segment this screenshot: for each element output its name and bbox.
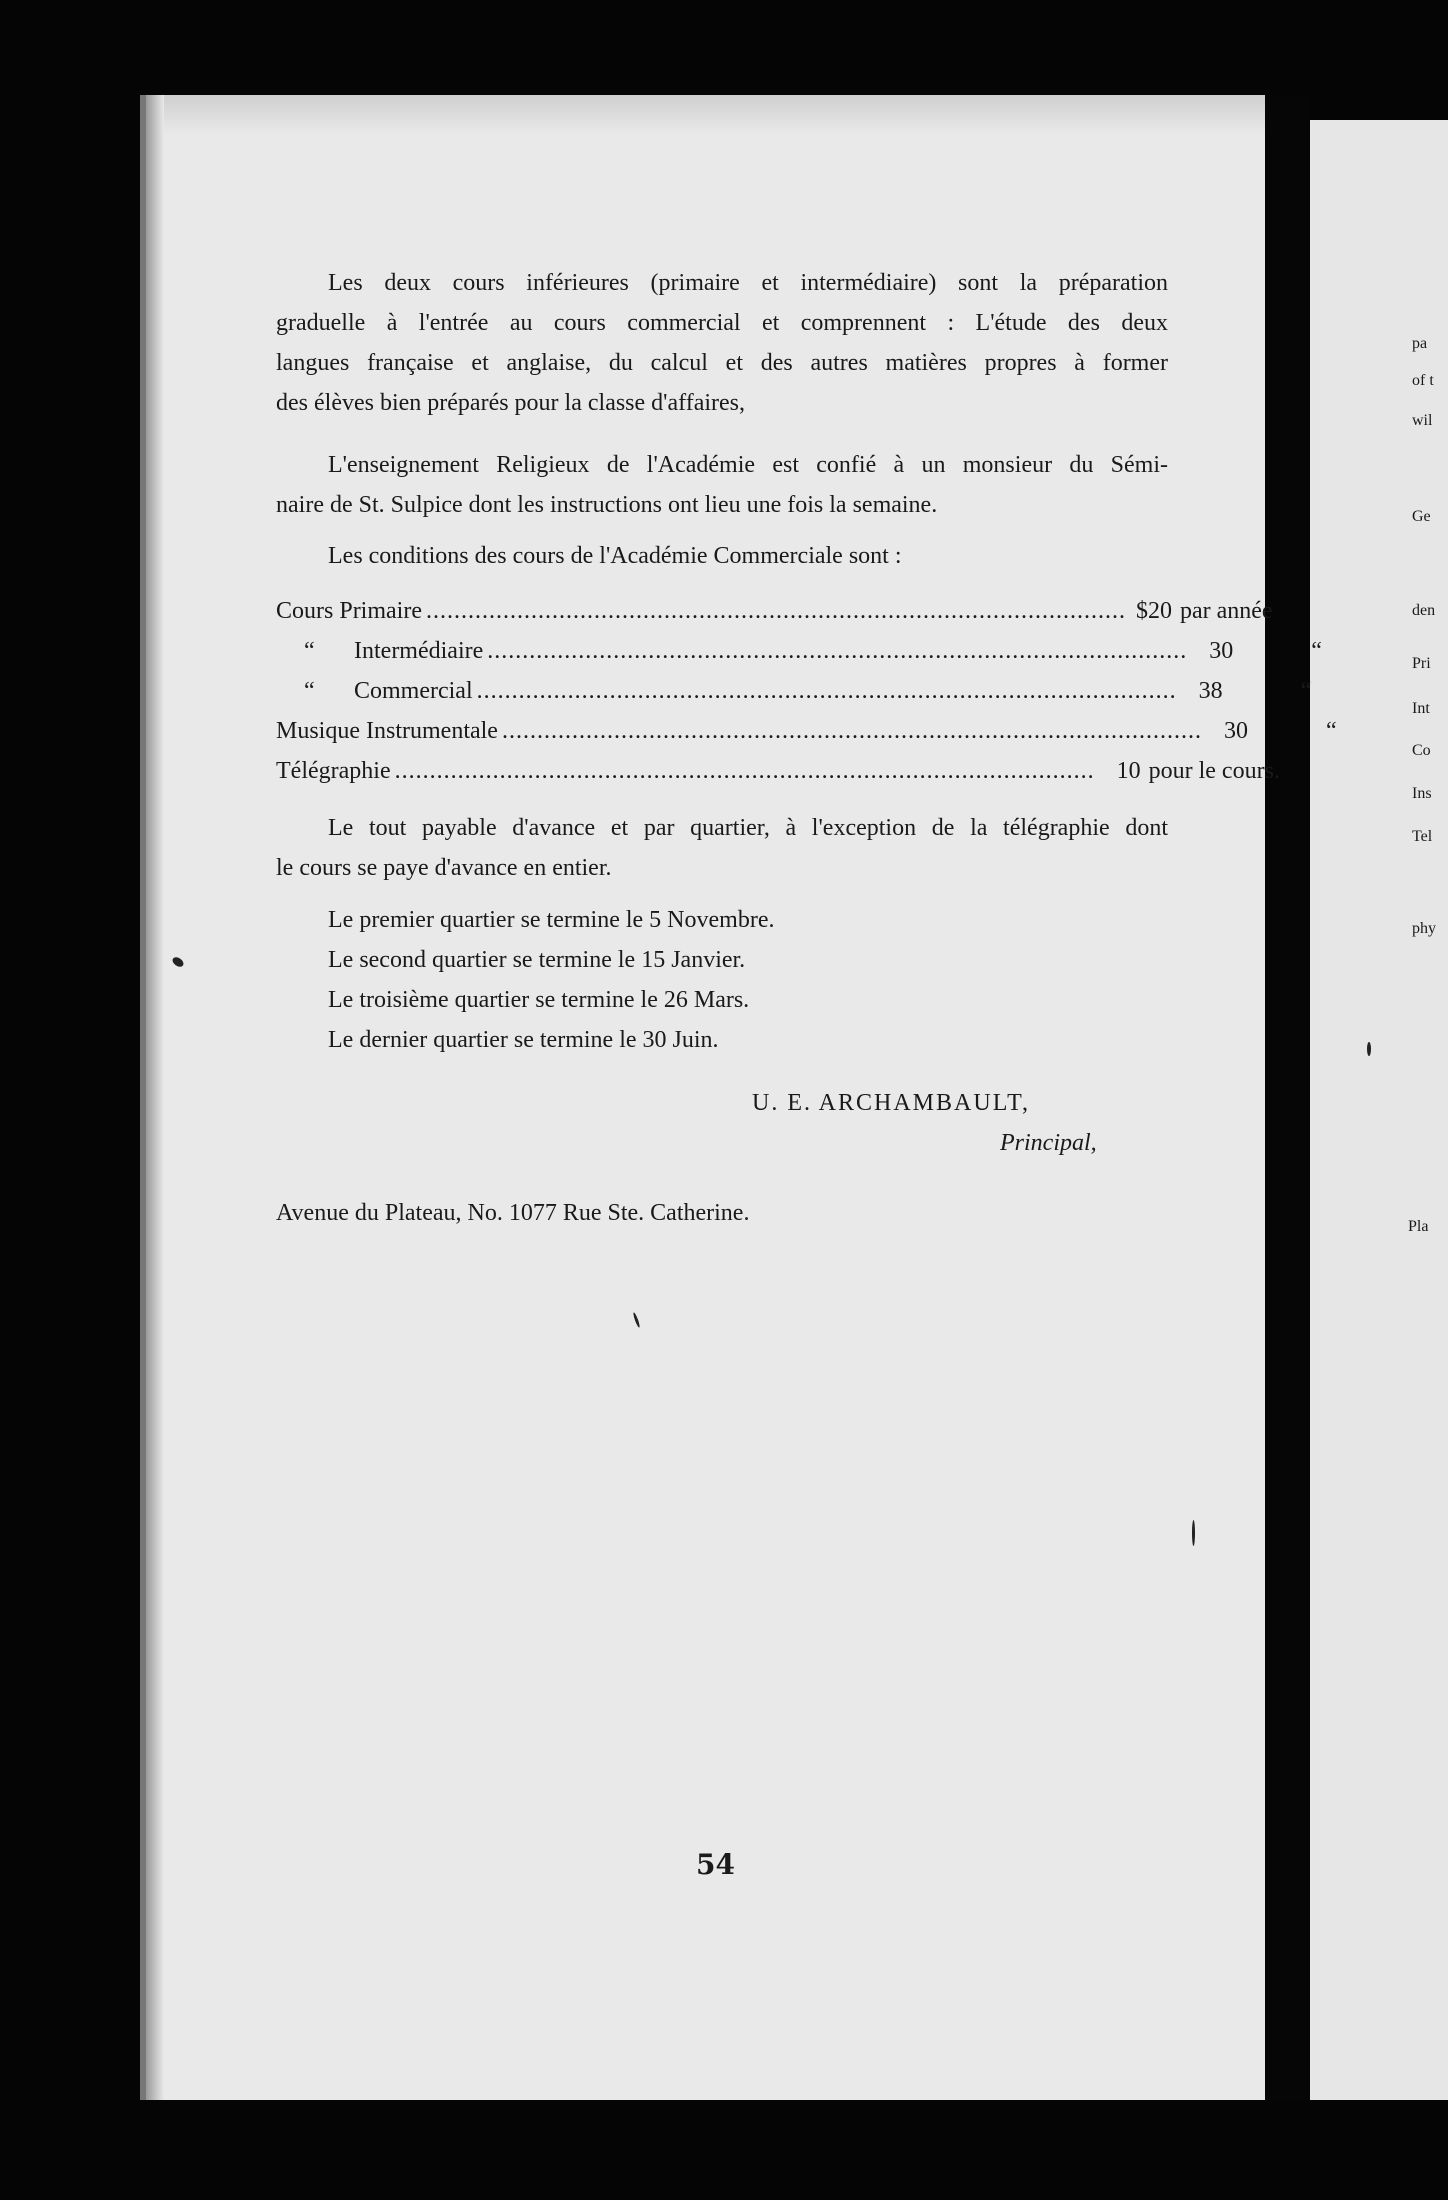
- fee-price: 10: [1116, 758, 1141, 784]
- leader-dots: ....................................................................................................: [476, 678, 1177, 704]
- ditto-mark: “: [304, 638, 315, 664]
- paragraph-religious-teaching: [276, 445, 1168, 525]
- fee-label: Télégraphie: [276, 758, 391, 784]
- text-line: Le tout payable d'avance et par quartier, à l'exception de la télégraphie dont: [328, 815, 1168, 841]
- text-line: le cours se paye d'avance en entier.: [276, 855, 612, 881]
- signature-name: U. E. ARCHAMBAULT,: [752, 1090, 1031, 1116]
- fragment-line: of t: [1412, 372, 1434, 389]
- text-line: Les deux cours inférieures (primaire et intermédiaire) sont la préparation: [328, 270, 1168, 296]
- scan-speck: [1367, 1042, 1371, 1056]
- paragraph-conditions: Les conditions des cours de l'Académie Commerciale sont :: [328, 543, 902, 569]
- fragment-line: pa: [1412, 335, 1428, 352]
- fee-row-commercial: [276, 671, 1312, 711]
- ditto-mark: “: [304, 678, 315, 704]
- fee-label: Intermédiaire: [354, 638, 484, 664]
- fragment-line: wil: [1412, 412, 1433, 429]
- text-line: L'enseignement Religieux de l'Académie est confié à un monsieur du Sémi-: [328, 452, 1168, 478]
- fragment-line: Ge: [1412, 508, 1431, 525]
- adjacent-page-fragment: [1310, 120, 1448, 2100]
- quarter-line: Le troisième quartier se termine le 26 Mars.: [328, 987, 750, 1013]
- book-gutter: [1265, 95, 1310, 2100]
- fee-price: 30: [1209, 638, 1234, 664]
- fee-unit: pour le cours.: [1148, 758, 1280, 784]
- quarter-dates-list: [328, 900, 774, 1060]
- fragment-line: Ins: [1412, 785, 1432, 802]
- fragment-line: Pla: [1408, 1218, 1429, 1235]
- fragment-line: Int: [1412, 700, 1430, 717]
- leader-dots: ....................................................................................................: [394, 758, 1095, 784]
- fragment-line: den: [1412, 602, 1436, 619]
- quarter-line: Le second quartier se termine le 15 Janvier.: [328, 947, 746, 973]
- fragment-line: Tel: [1412, 828, 1433, 845]
- fee-row-musique: [276, 711, 1337, 751]
- page-number: 54: [696, 1848, 735, 1881]
- fee-row-telegraphie: [276, 751, 1280, 791]
- fee-unit: “: [1300, 678, 1312, 704]
- leader-dots: ....................................................................................................: [487, 638, 1188, 664]
- page-shadow-left: [146, 95, 164, 2100]
- leader-dots: ....................................................................................................: [425, 598, 1126, 624]
- address-line: Avenue du Plateau, No. 1077 Rue Ste. Catherine.: [276, 1200, 750, 1226]
- text-line: langues française et anglaise, du calcul et des autres matières propres à former: [276, 350, 1168, 376]
- fragment-line: Co: [1412, 742, 1431, 759]
- paragraph-courses-intro: [276, 263, 1168, 423]
- quarter-line: Le dernier quartier se termine le 30 Juin.: [328, 1027, 719, 1053]
- fee-row-primaire: [276, 591, 1273, 631]
- fee-row-intermediaire: [276, 631, 1322, 671]
- fee-unit: “: [1325, 718, 1337, 744]
- fragment-line: Pri: [1412, 655, 1431, 672]
- fee-unit: par année: [1179, 598, 1273, 624]
- page-shadow-top: [146, 95, 1265, 135]
- fee-price: $20: [1135, 598, 1172, 624]
- fee-unit: “: [1311, 638, 1322, 664]
- text-line: graduelle à l'entrée au cours commercial et comprennent : L'étude des deux: [276, 310, 1168, 336]
- quarter-line: Le premier quartier se termine le 5 Novembre.: [328, 907, 775, 933]
- fragment-line: phy: [1412, 920, 1436, 937]
- paragraph-payment: [276, 808, 1168, 888]
- scan-speck: [1192, 1520, 1195, 1546]
- leader-dots: ....................................................................................................: [501, 718, 1202, 744]
- text-line: naire de St. Sulpice dont les instructions ont lieu une fois la semaine.: [276, 492, 938, 518]
- fee-price: 30: [1223, 718, 1248, 744]
- signature-title: Principal,: [1000, 1130, 1097, 1156]
- fee-label: Commercial: [354, 678, 473, 704]
- fee-label: Cours Primaire: [276, 598, 422, 624]
- text-line: des élèves bien préparés pour la classe d'affaires,: [276, 390, 746, 416]
- fee-label: Musique Instrumentale: [276, 718, 498, 744]
- fee-price: 38: [1198, 678, 1223, 704]
